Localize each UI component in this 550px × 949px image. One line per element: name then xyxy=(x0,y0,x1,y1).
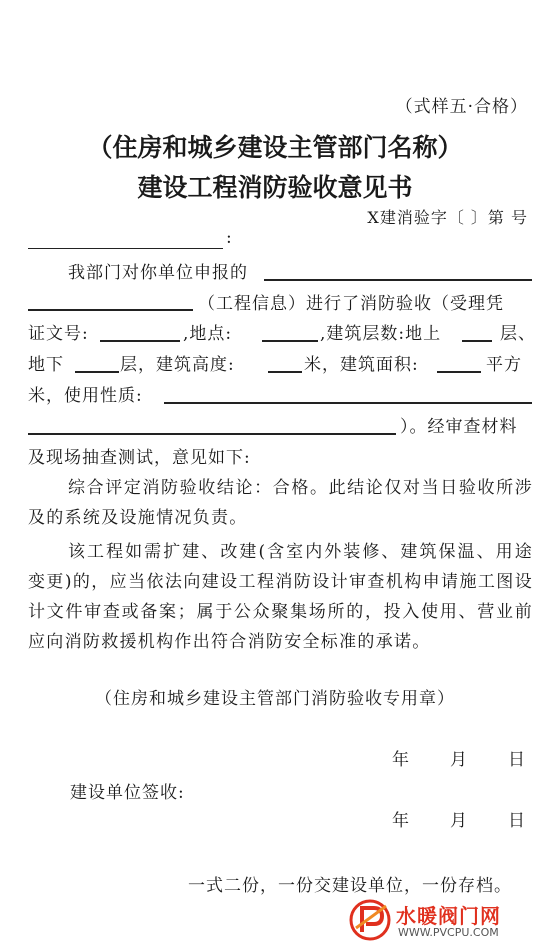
document-title: 建设工程消防验收意见书 xyxy=(137,173,413,202)
floors-above-label: ,建筑层数:地上 xyxy=(320,324,442,344)
area-label: 米，建筑面积: xyxy=(304,355,419,375)
date-year-2: 年 xyxy=(392,811,410,831)
date-month-2: 月 xyxy=(450,811,468,831)
notice-paragraph: 该工程如需扩建、改建(含室内外装修、建筑保温、用途变更)的，应当依法向建设工程消防设计审查机构申请施工图设计文件审查或备案；属于公众聚集场所的，投入使用、营业前应向消防救援机构作出符合消防安全标准的承诺。 xyxy=(28,542,533,652)
cert-number-label: 证文号: xyxy=(28,324,89,344)
official-seal-text: （住房和城乡建设主管部门消防验收专用章） xyxy=(95,689,455,709)
review-line-2: 及现场抽查测试，意见如下: xyxy=(28,448,251,468)
report-prefix: 我部门对你单位申报的 xyxy=(68,263,248,283)
usage-blank-2 xyxy=(28,433,396,435)
usage-blank xyxy=(164,402,532,404)
review-suffix: ）。经审查材料 xyxy=(400,417,518,437)
usage-label: 米，使用性质: xyxy=(28,386,143,406)
project-name-blank xyxy=(264,279,532,281)
copies-note: 一式二份，一份交建设单位，一份存档。 xyxy=(188,876,512,896)
project-info-text: （工程信息）进行了消防验收（受理凭 xyxy=(198,294,504,314)
date-day-2: 日 xyxy=(508,811,526,831)
addressee-blank xyxy=(28,248,223,249)
date-day-1: 日 xyxy=(508,750,526,770)
height-label: 层，建筑高度: xyxy=(120,355,235,375)
issuer-title: （住房和城乡建设主管部门名称） xyxy=(87,133,463,162)
underground-blank xyxy=(75,371,119,373)
height-blank xyxy=(268,371,302,373)
addressee-colon: : xyxy=(226,228,233,248)
date-year-1: 年 xyxy=(392,750,410,770)
area-blank xyxy=(437,371,481,373)
cert-number-blank xyxy=(100,340,180,342)
location-label: ,地点: xyxy=(183,324,233,344)
project-name-blank-2 xyxy=(28,309,193,311)
watermark-logo-icon xyxy=(348,898,392,942)
site-watermark xyxy=(348,898,538,944)
document-number: X建消验字〔 〕第 号 xyxy=(367,208,528,227)
floor-unit: 层、 xyxy=(500,324,536,344)
form-type-tag: （式样五·合格） xyxy=(395,97,528,117)
date-month-1: 月 xyxy=(450,750,468,770)
watermark-title: 水暖阀门网 xyxy=(396,904,501,928)
sqm-unit: 平方 xyxy=(486,355,522,375)
location-blank xyxy=(262,340,318,342)
watermark-url: WWW.PVCPU.COM xyxy=(398,926,499,939)
floors-above-blank xyxy=(462,340,492,342)
sign-label: 建设单位签收: xyxy=(70,783,185,803)
conclusion-paragraph: 综合评定消防验收结论：合格。此结论仅对当日验收所涉及的系统及设施情况负责。 xyxy=(28,478,533,528)
underground-label: 地下 xyxy=(28,355,64,375)
